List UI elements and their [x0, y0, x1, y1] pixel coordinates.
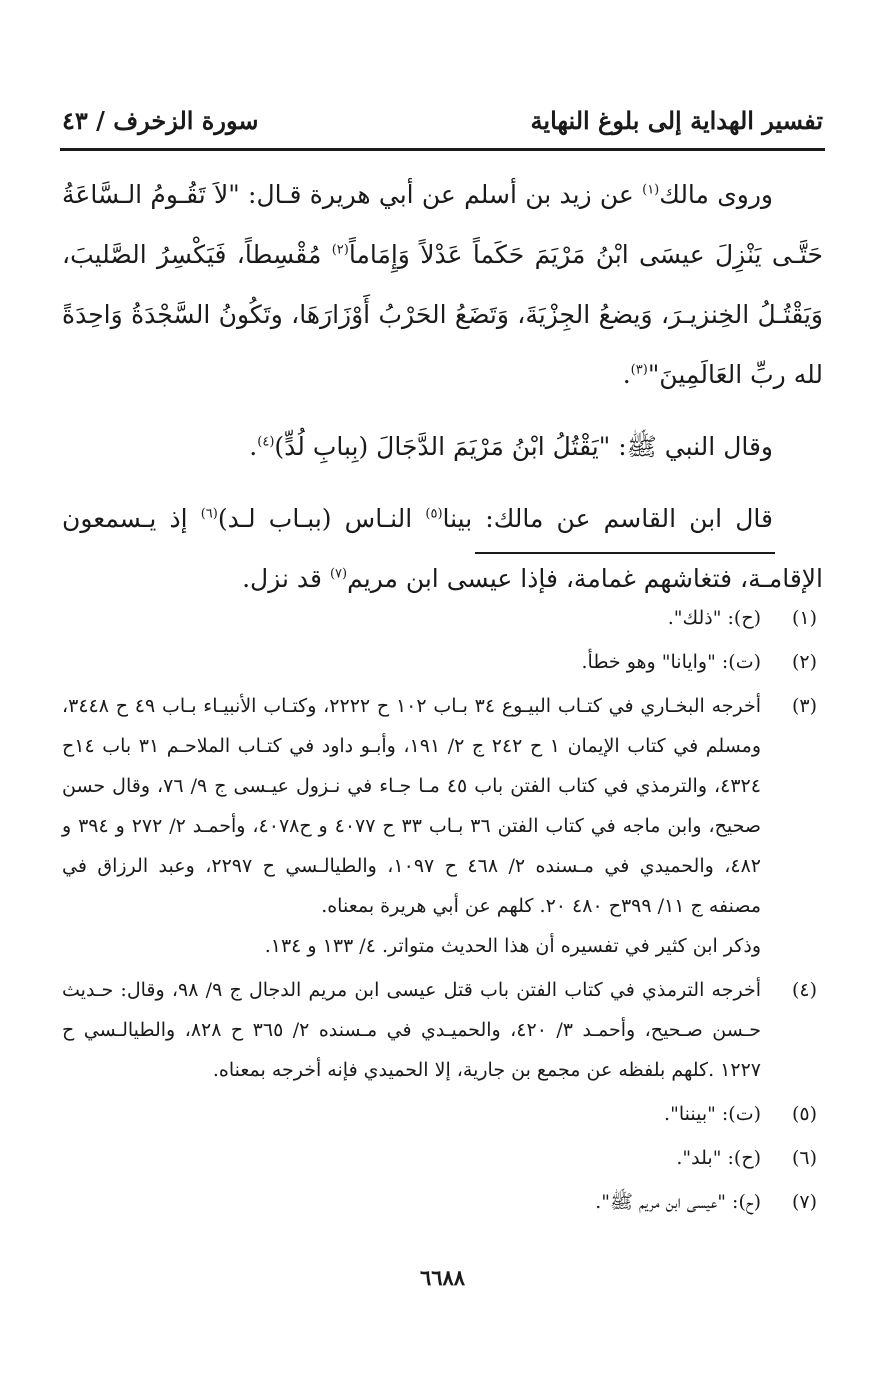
footnote-separator [475, 552, 775, 554]
footnote-6 [62, 1138, 823, 1178]
surah-label: سورة الزخرف / ٤٣ [62, 105, 259, 135]
footnote-text: أخرجه البخـاري في كتـاب البيـوع ٣٤ بـاب ١٠٢ ح ٢٢٢٢، وكتـاب الأنبيـاء بـاب ٤٩ ح ٣٤٤٨، ومسلم في كتاب الإيمان ١ ح ٢٤٢ ج ٢/ ١٩١، وأبـو داود في كتـاب الملاحـم ٣١ باب ١٤ح ٤٣٢٤، والترمذي في كتاب الفتن باب ٤٥ مـا جـاء في نـزول عيـسى ج ٩/ ٧٦، وقال حسن صحيح، وابن ماجه في كتاب الفتن ٣٦ بـاب ٣٣ ح ٤٠٧٧ و ح٤٠٧٨، وأحمـد ٢/ ٢٧٢ و ٣٩٤ و ٤٨٢، والحميدي في مـسنده ٢/ ٤٦٨ ح ١٠٩٧، والطيالـسي ح ٢٢٩٧، وعبد الرزاق في مصنفه ج ١١/ ٣٩٩ح ٤٨٠ ٢٠. كلهم عن أبي هريرة بمعناه. [62, 695, 762, 917]
footnote-number: (٥) [791, 1103, 817, 1125]
p2-text-b: . [249, 432, 258, 461]
footnote-ref-6: (٦) [200, 506, 218, 522]
footnote-2 [62, 642, 823, 682]
book-title: تفسير الهداية إلى بلوغ النهاية [530, 105, 823, 135]
footnote-number: (٣) [791, 695, 817, 717]
footnote-text: (ح): "ذلك". [667, 607, 761, 629]
paragraph-1 [62, 165, 823, 405]
footnote-text-block [62, 686, 761, 966]
footnote-4 [62, 970, 823, 1090]
footnote-1 [62, 598, 823, 638]
header-rule [60, 148, 825, 151]
running-header [62, 100, 823, 140]
p2-text-a: وقال النبي ﷺ: "يَقْتُلُ ابْنُ مَرْيَمَ الدَّجَالَ (بِبابِ لُدٍّ) [274, 432, 773, 461]
p1-text-b: عن زيد بن أسلم عن أبي هريرة قـال: "لاَ تَقُـومُ الـسَّاعَةُ حَتَّـى يَنْزِلَ عيسَى ابْنُ مَرْيَمَ حَكَماً عَدْلاً وَإِمَاماً [62, 180, 823, 269]
page-number: ٦٦٨٨ [419, 1265, 466, 1290]
footnote-text: (ت): "بيننا". [664, 1103, 761, 1125]
p3-text-c: إذ يـسمعون الإقامـة، فتغاشهم غمامة، فإذا عيسى ابن مريم [62, 504, 823, 593]
footnotes [62, 598, 823, 1226]
footnote-text: (ت): "وايانا" وهو خطأ. [581, 651, 761, 673]
footnote-text-continuation: وذكر ابن كثير في تفسيره أن هذا الحديث متواتر. ٤/ ١٣٣ و ١٣٤. [264, 935, 761, 957]
footnote-number: (٦) [791, 1147, 817, 1169]
p3-text-b: النـاس (ببـاب لـد) [217, 504, 426, 533]
p3-text-d: قد نزل. [242, 564, 330, 593]
footnote-5 [62, 1094, 823, 1134]
footnote-ref-7: (٧) [329, 566, 348, 582]
footnote-number: (٤) [791, 979, 817, 1001]
main-text [62, 165, 823, 609]
p1-text-c: مُقْسِطاً، فَيَكْسِرُ الصَّليبَ، وَيَقْتُـلُ الخِنزيـرَ، وَيضعُ الجِزْيَةَ، وَتَضَعُ الحَرْبُ أَوْزَارَهَا، وتَكُونُ السَّجْدَةُ وَاحِدَةً لله ربِّ العَالَمِينَ" [62, 240, 823, 389]
footnote-ref-2: (٢) [331, 242, 349, 258]
footnote-ref-4: (٤) [257, 434, 275, 450]
p1-text-a: وروى مالك [659, 180, 774, 209]
footnote-number: (٧) [791, 1191, 817, 1213]
footnote-text: (ح): "عيسى ابن مريم ﷺ". [595, 1191, 761, 1213]
p1-text-d: . [622, 360, 631, 389]
footnote-number: (١) [791, 607, 817, 629]
footnote-3 [62, 686, 823, 966]
footnote-ref-1: (١) [642, 182, 660, 198]
paragraph-3 [62, 489, 823, 609]
footnote-ref-3: (٣) [630, 362, 648, 378]
footnote-ref-5: (٥) [425, 506, 443, 522]
footnote-text: أخرجه الترمذي في كتاب الفتن باب قتل عيسى ابن مريم الدجال ج ٩/ ٩٨، وقال: حـديث حـسن صـحيح، وأحمـد ٣/ ٤٢٠، والحميـدي في مـسنده ٢/ ٣٦٥ ح ٨٢٨، والطيالـسي ح ١٢٢٧ .كلهم بلفظه عن مجمع بن جارية، إلا الحميدي فإنه أخرجه بمعناه. [62, 979, 761, 1081]
footnote-number: (٢) [791, 651, 817, 673]
footnote-7 [62, 1182, 823, 1222]
p3-text-a: قال ابن القاسم عن مالك: بينا [442, 504, 773, 533]
footnote-text: (ح): "بلد". [676, 1147, 761, 1169]
paragraph-2 [62, 417, 823, 477]
